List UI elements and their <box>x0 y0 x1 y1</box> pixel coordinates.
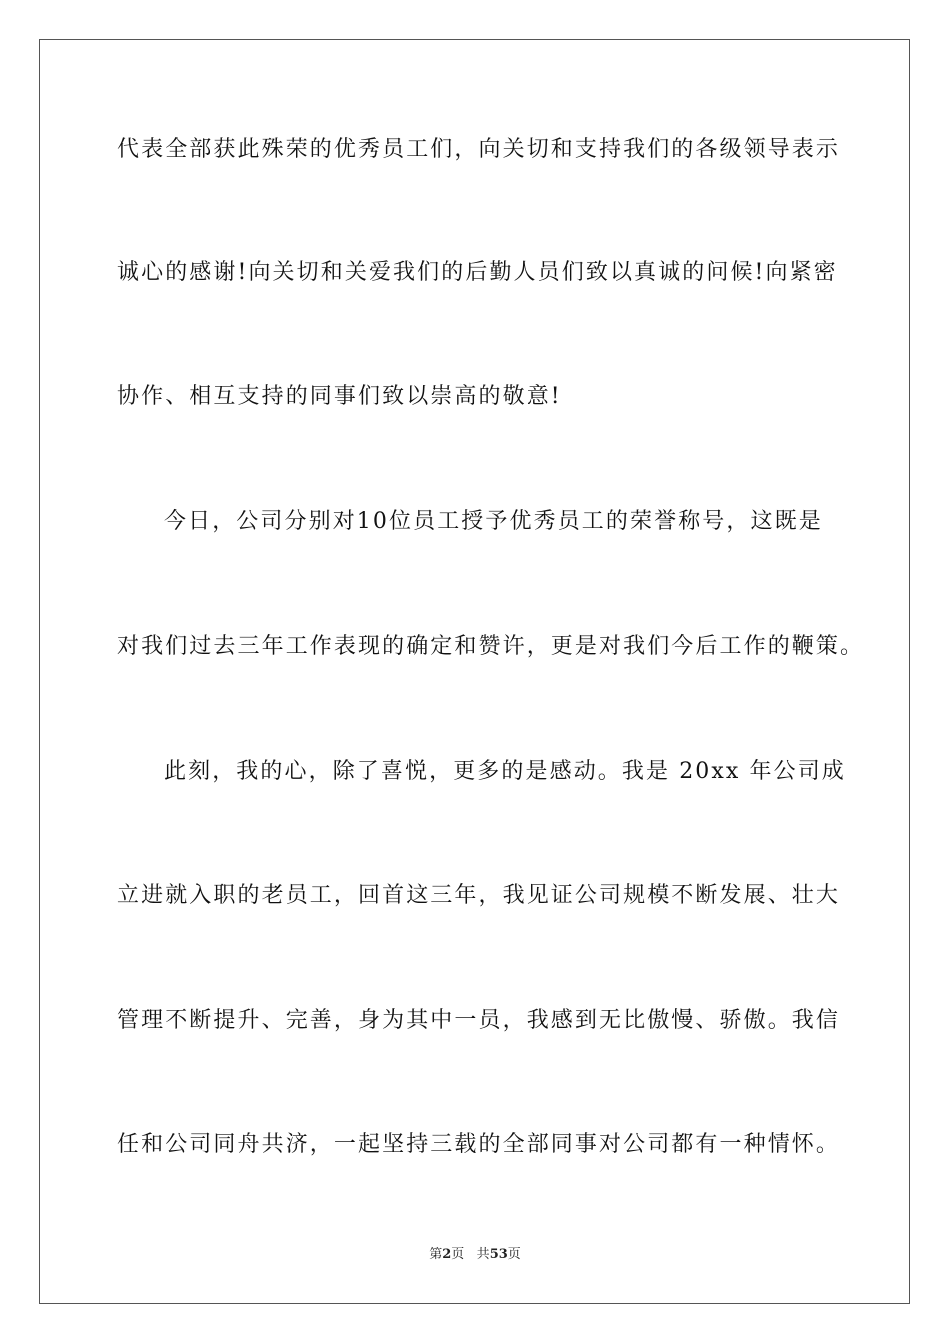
footer-page-number: 2 <box>442 1247 452 1262</box>
paragraph-line-3: 协作、相互支持的同事们致以崇高的敬意! <box>117 384 562 409</box>
paragraph-line-5: 对我们过去三年工作表现的确定和赞许，更是对我们今后工作的鞭策。 <box>117 634 865 659</box>
footer-total-suffix: 页 <box>507 1247 521 1262</box>
paragraph-line-6: 此刻，我的心，除了喜悦，更多的是感动。我是 20xx 年公司成 <box>164 759 846 784</box>
paragraph-line-2: 诚心的感谢!向关切和关爱我们的后勤人员们致以真诚的问候!向紧密 <box>117 260 838 285</box>
paragraph-line-9: 任和公司同舟共济，一起坚持三载的全部同事对公司都有一种情怀。 <box>117 1132 841 1157</box>
paragraph-line-1: 代表全部获此殊荣的优秀员工们，向关切和支持我们的各级领导表示 <box>117 137 841 162</box>
footer-total-pages: 53 <box>489 1247 508 1262</box>
paragraph-line-4: 今日，公司分别对10位员工授予优秀员工的荣誉称号，这既是 <box>164 509 823 534</box>
footer-page-suffix: 页 <box>451 1247 465 1262</box>
paragraph-line-7: 立进就入职的老员工，回首这三年，我见证公司规模不断发展、壮大 <box>117 883 841 908</box>
page-frame <box>39 39 910 1304</box>
footer-page-prefix: 第 <box>429 1247 443 1262</box>
footer-total-prefix: 共 <box>476 1247 490 1262</box>
page-footer <box>0 1247 950 1263</box>
paragraph-line-8: 管理不断提升、完善，身为其中一员，我感到无比傲慢、骄傲。我信 <box>117 1008 841 1033</box>
